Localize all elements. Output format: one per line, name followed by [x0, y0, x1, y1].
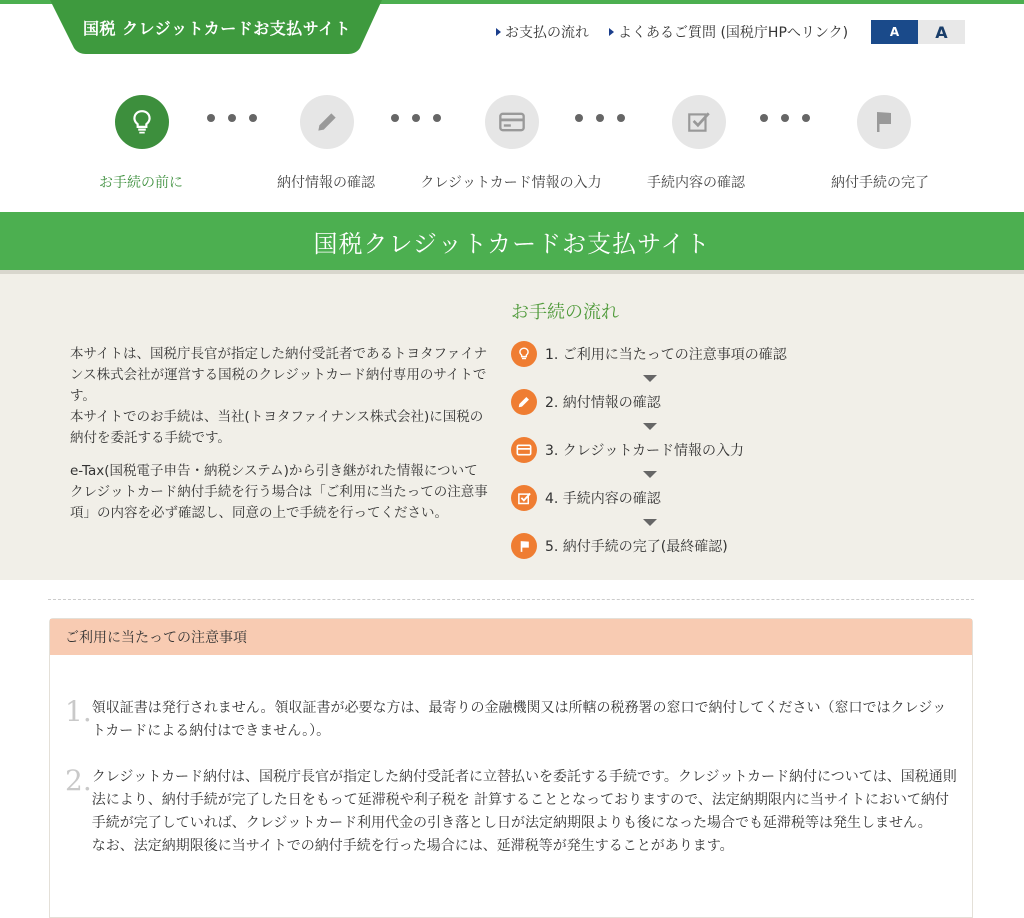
flag-icon [872, 110, 896, 134]
flow-item-1 [511, 341, 787, 367]
down-arrow-icon [643, 423, 657, 430]
lightbulb-icon [511, 341, 537, 367]
faq-label: よくあるご質問 (国税庁HPへリンク) [618, 25, 849, 41]
notice-item-2-main: クレジットカード納付は、国税庁長官が指定した納付受託者に立替払いを委託する手続です。クレジットカード納付については、国税通則法により、納付手続が完了した日をもって延滞税や利子税を 計算することとなっておりますので、法定納期限内に当サイトにおいて納付手続が完了していれば、クレジットカード利用代金の引き落とし日が法定納期限よりも後になった場合でも延滞税等は発生しません。 [91, 769, 957, 831]
font-size-switcher [871, 20, 965, 44]
checkbox-icon [686, 109, 712, 135]
step-5-label: 納付手続の完了 [831, 175, 929, 191]
step-1-circle [115, 95, 169, 149]
notice-item-2 [65, 766, 960, 858]
intro-p1: 本サイトは、国税庁長官が指定した納付受託者であるトヨタファイナンス株式会社が運営する国税のクレジットカード納付専用のサイトです。 [70, 346, 488, 404]
progress-steps [0, 92, 1024, 202]
step-4-label: 手続内容の確認 [647, 175, 745, 191]
credit-card-icon [498, 108, 526, 136]
intro-paragraph-1 [70, 344, 488, 449]
triangle-right-icon [496, 28, 501, 36]
notice-item-1-number: 1. [65, 695, 92, 728]
logo-text: 国税 クレジットカードお支払サイト [83, 19, 352, 38]
down-arrow-icon [643, 519, 657, 526]
step-3-circle [485, 95, 539, 149]
flow-item-4 [511, 485, 661, 511]
step-2-label: 納付情報の確認 [277, 175, 375, 191]
step-dots [391, 114, 441, 122]
flow-title: お手続の流れ [511, 302, 619, 323]
step-dots [575, 114, 625, 122]
payment-flow-label: お支払の流れ [505, 25, 589, 41]
step-4-circle [672, 95, 726, 149]
notice-item-2-note: なお、法定納期限後に当サイトでの納付手続を行った場合には、延滞税等が発生することがあります。 [91, 838, 734, 854]
notice-title: ご利用に当たっての注意事項 [50, 619, 972, 655]
triangle-right-icon [609, 28, 614, 36]
down-arrow-icon [643, 471, 657, 478]
down-arrow-icon [643, 375, 657, 382]
flow-item-3-label: 3. クレジットカード情報の入力 [545, 443, 745, 459]
intro-text [70, 344, 488, 536]
lightbulb-icon [129, 109, 155, 135]
notice-item-2-number: 2. [65, 764, 92, 797]
step-5-circle [857, 95, 911, 149]
section-divider [48, 599, 974, 600]
flow-item-1-label: 1. ご利用に当たっての注意事項の確認 [545, 347, 787, 363]
flow-item-2-label: 2. 納付情報の確認 [545, 395, 661, 411]
credit-card-icon [511, 437, 537, 463]
intro-paragraph-2: e-Tax(国税電子申告・納税システム)から引き継がれた情報についてクレジットカード納付手続を行う場合は「ご利用に当たっての注意事項」の内容を必ず確認し、同意の上で手続を行ってください。 [70, 463, 488, 521]
notice-panel [49, 618, 973, 918]
font-large-button[interactable]: A [918, 20, 965, 44]
pencil-icon [511, 389, 537, 415]
step-2-circle [300, 95, 354, 149]
faq-link[interactable] [609, 22, 848, 42]
flow-item-4-label: 4. 手続内容の確認 [545, 491, 661, 507]
payment-flow-link[interactable] [496, 22, 589, 42]
font-small-button[interactable]: A [871, 20, 918, 44]
step-3-label: クレジットカード情報の入力 [420, 175, 602, 191]
checkbox-icon [511, 485, 537, 511]
intro-p1b: 本サイトでのお手続は、当社(トヨタファイナンス株式会社)に国税の納付を委託する手続です。 [70, 409, 484, 446]
notice-item-2-text [92, 766, 960, 858]
intro-section [0, 274, 1024, 580]
flag-icon [511, 533, 537, 559]
flow-item-5 [511, 533, 728, 559]
flow-item-2 [511, 389, 661, 415]
notice-item-1-text: 領収証書は発行されません。領収証書が必要な方は、最寄りの金融機関又は所轄の税務署の窓口で納付してください（窓口ではクレジットカードによる納付はできません。）。 [91, 700, 947, 739]
page-title-banner: 国税クレジットカードお支払サイト [0, 212, 1024, 270]
step-dots [207, 114, 257, 122]
flow-item-5-label: 5. 納付手続の完了(最終確認) [545, 539, 728, 555]
notice-item-1 [65, 697, 960, 743]
site-logo[interactable] [50, 0, 382, 54]
pencil-icon [314, 109, 340, 135]
step-1-label: お手続の前に [99, 175, 183, 191]
step-dots [760, 114, 810, 122]
header-links [496, 22, 848, 42]
flow-item-3 [511, 437, 744, 463]
